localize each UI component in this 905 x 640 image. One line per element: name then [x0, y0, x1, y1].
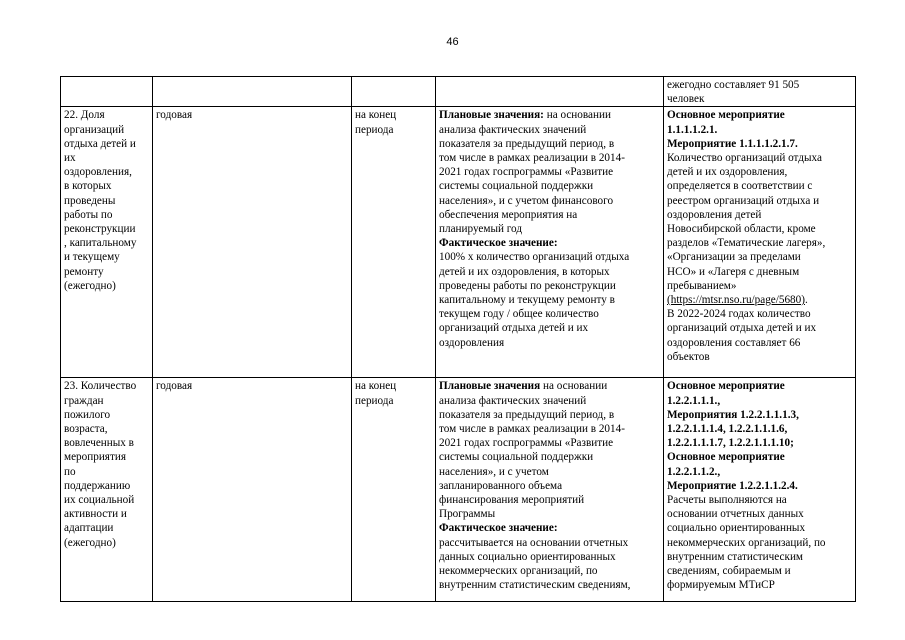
text-line: и текущему	[64, 251, 120, 264]
text-line: обеспечения мероприятия на	[439, 208, 578, 221]
text-line: основании отчетных данных	[667, 508, 804, 521]
cell-time-characteristic	[352, 378, 436, 602]
text-line: проведены работы по реконструкции	[439, 279, 616, 292]
cell-content	[64, 379, 150, 599]
text-line: рассчитывается на основании отчетных	[439, 536, 629, 549]
text-line: формируемым МТиСР	[667, 579, 775, 592]
text-line: Мероприятия 1.2.2.1.1.1.3,	[667, 408, 799, 421]
text-line: сведениям, собираемым и	[667, 565, 791, 578]
table-row	[61, 378, 856, 602]
cell-periodicity	[153, 107, 352, 378]
planned-label: Плановые значения:	[439, 109, 544, 122]
cell-calculation-algorithm	[436, 378, 664, 602]
text-line: организаций	[64, 123, 125, 136]
text-line: Основное мероприятие	[667, 380, 785, 393]
text-line: годовая	[156, 109, 193, 122]
text-line: Количество организаций отдыха	[667, 152, 822, 165]
cell-periodicity	[153, 378, 352, 602]
text-line: 22. Доля	[64, 109, 105, 122]
text-line: «Организации за пределами	[667, 251, 801, 264]
text-line: работы по	[64, 208, 113, 221]
cell-data-source	[664, 107, 856, 378]
text-line: том числе в рамках реализации в 2014-	[439, 423, 625, 436]
cell-empty	[436, 77, 664, 107]
cell-data-source	[664, 378, 856, 602]
text-line: разделов «Тематические лагеря»,	[667, 237, 826, 250]
text-line: анализа фактических значений	[439, 394, 587, 407]
text-line: анализа фактических значений	[439, 123, 587, 136]
text-line: ежегодно составляет 91 505	[667, 79, 800, 91]
text-line: Мероприятие 1.1.1.1.2.1.7.	[667, 137, 798, 150]
text-line: детей и их оздоровления, в которых	[439, 265, 610, 278]
text-line: пребыванием»	[667, 279, 737, 292]
cell-empty	[153, 77, 352, 107]
text-line: текущем году / общее количество	[439, 308, 599, 321]
text-line: проведены	[64, 194, 116, 207]
text-line: , капитальному	[64, 237, 137, 250]
text-line: финансирования мероприятий	[439, 494, 585, 507]
text-line: Мероприятие 1.2.2.1.1.2.4.	[667, 479, 798, 492]
text-line: их	[64, 152, 76, 165]
text-line: некоммерческих организаций, по	[439, 565, 598, 578]
text-fragment: на основании	[543, 109, 611, 122]
text-line: 1.2.2.1.1.1.4, 1.2.2.1.1.1.6,	[667, 423, 788, 436]
text-line: НСО» и «Лагеря с дневным	[667, 265, 800, 278]
cell-calculation-algorithm	[436, 107, 664, 378]
text-line: периода	[355, 123, 394, 136]
text-line: на конец	[355, 380, 397, 393]
fact-label: Фактическое значение:	[439, 522, 558, 535]
text-line: социально ориентированных	[667, 522, 806, 535]
text-line: отдыха детей и	[64, 137, 136, 150]
text-line: (ежегодно)	[64, 536, 116, 549]
cell-content	[667, 379, 853, 599]
indicator-table	[60, 76, 856, 602]
text-line: показателя за предыдущий период, в	[439, 408, 615, 421]
cell-empty	[352, 77, 436, 107]
text-line: объектов	[667, 350, 710, 363]
text-line: 100% х количество организаций отдыха	[439, 251, 630, 264]
text-line: поддержанию	[64, 479, 131, 492]
planned-label: Плановые значения	[439, 380, 541, 393]
cell-method-continuation	[664, 77, 856, 107]
text-line: данных социально ориентированных	[439, 550, 616, 563]
text-line: пожилого	[64, 408, 111, 421]
text-line: организаций отдыха детей и их	[439, 322, 589, 335]
cell-indicator-name	[61, 107, 153, 378]
text-line: человек	[667, 93, 705, 106]
text-line: их социальной	[64, 494, 135, 507]
mtsr-link[interactable]: (https://mtsr.nso.ru/page/5680)	[667, 294, 805, 307]
cell-indicator-name	[61, 378, 153, 602]
text-line: (ежегодно)	[64, 279, 116, 292]
text-line: Программы	[439, 508, 496, 521]
text-line: внутренним статистическим	[667, 550, 804, 563]
text-line: организаций отдыха детей и их	[667, 322, 817, 335]
text-line: оздоровления составляет 66	[667, 336, 801, 349]
text-line: ремонту	[64, 265, 104, 278]
text-line: населения», и с учетом финансового	[439, 194, 614, 207]
text-line: 2021 годах госпрограммы «Развитие	[439, 437, 614, 450]
text-line: реконструкции	[64, 223, 136, 236]
text-line: системы социальной поддержки	[439, 451, 594, 464]
text-line: оздоровления детей	[667, 208, 762, 221]
text-fragment: .	[804, 294, 808, 307]
text-line: системы социальной поддержки	[439, 180, 594, 193]
text-line: 1.1.1.1.2.1.	[667, 123, 718, 136]
text-line: 23. Количество	[64, 380, 137, 393]
text-line: Новосибирской области, кроме	[667, 223, 816, 236]
text-line: адаптации	[64, 522, 114, 535]
text-fragment: на основании	[540, 380, 608, 393]
text-line: в которых	[64, 180, 112, 193]
page-number: 46	[446, 36, 459, 48]
text-line: периода	[355, 394, 394, 407]
text-line: 2021 годах госпрограммы «Развитие	[439, 166, 614, 179]
fact-label: Фактическое значение:	[439, 237, 558, 250]
text-line: запланированного объема	[439, 479, 563, 492]
text-line: населения», и с учетом	[439, 465, 549, 478]
text-line: реестром организаций отдыха и	[667, 194, 820, 207]
text-line: вовлеченных в	[64, 437, 134, 450]
text-line: внутренним статистическим сведениям,	[439, 579, 631, 592]
text-line: оздоровления	[439, 336, 505, 349]
cell-time-characteristic	[352, 107, 436, 378]
text-line: на конец	[355, 109, 397, 122]
text-line: по	[64, 465, 76, 478]
text-line: мероприятия	[64, 451, 126, 464]
text-line: активности и	[64, 508, 127, 521]
cell-content	[439, 379, 661, 599]
text-line: оздоровления,	[64, 166, 132, 179]
text-line: граждан	[64, 394, 104, 407]
table-row	[61, 77, 856, 107]
text-line	[439, 108, 661, 122]
text-line: Расчеты выполняются на	[667, 494, 787, 507]
text-line: 1.2.2.1.1.2.,	[667, 465, 721, 478]
text-line	[667, 293, 853, 307]
text-line: детей и их оздоровления,	[667, 166, 788, 179]
text-line: капитальному и текущему ремонту в	[439, 294, 615, 307]
text-line: 1.2.2.1.1.1.7, 1.2.2.1.1.1.10;	[667, 437, 794, 450]
text-line: 1.2.2.1.1.1.,	[667, 394, 721, 407]
text-line: показателя за предыдущий период, в	[439, 137, 615, 150]
cell-empty	[61, 77, 153, 107]
text-line: Основное мероприятие	[667, 451, 785, 464]
text-line: возраста,	[64, 423, 108, 436]
text-line: том числе в рамках реализации в 2014-	[439, 152, 625, 165]
text-line: определяется в соответствии с	[667, 180, 813, 193]
text-line: некоммерческих организаций, по	[667, 536, 826, 549]
text-line: планируемый год	[439, 223, 523, 236]
text-line	[439, 379, 661, 393]
text-line: годовая	[156, 380, 193, 393]
text-line: В 2022-2024 годах количество	[667, 308, 811, 321]
text-line: Основное мероприятие	[667, 109, 785, 122]
table-row	[61, 107, 856, 378]
